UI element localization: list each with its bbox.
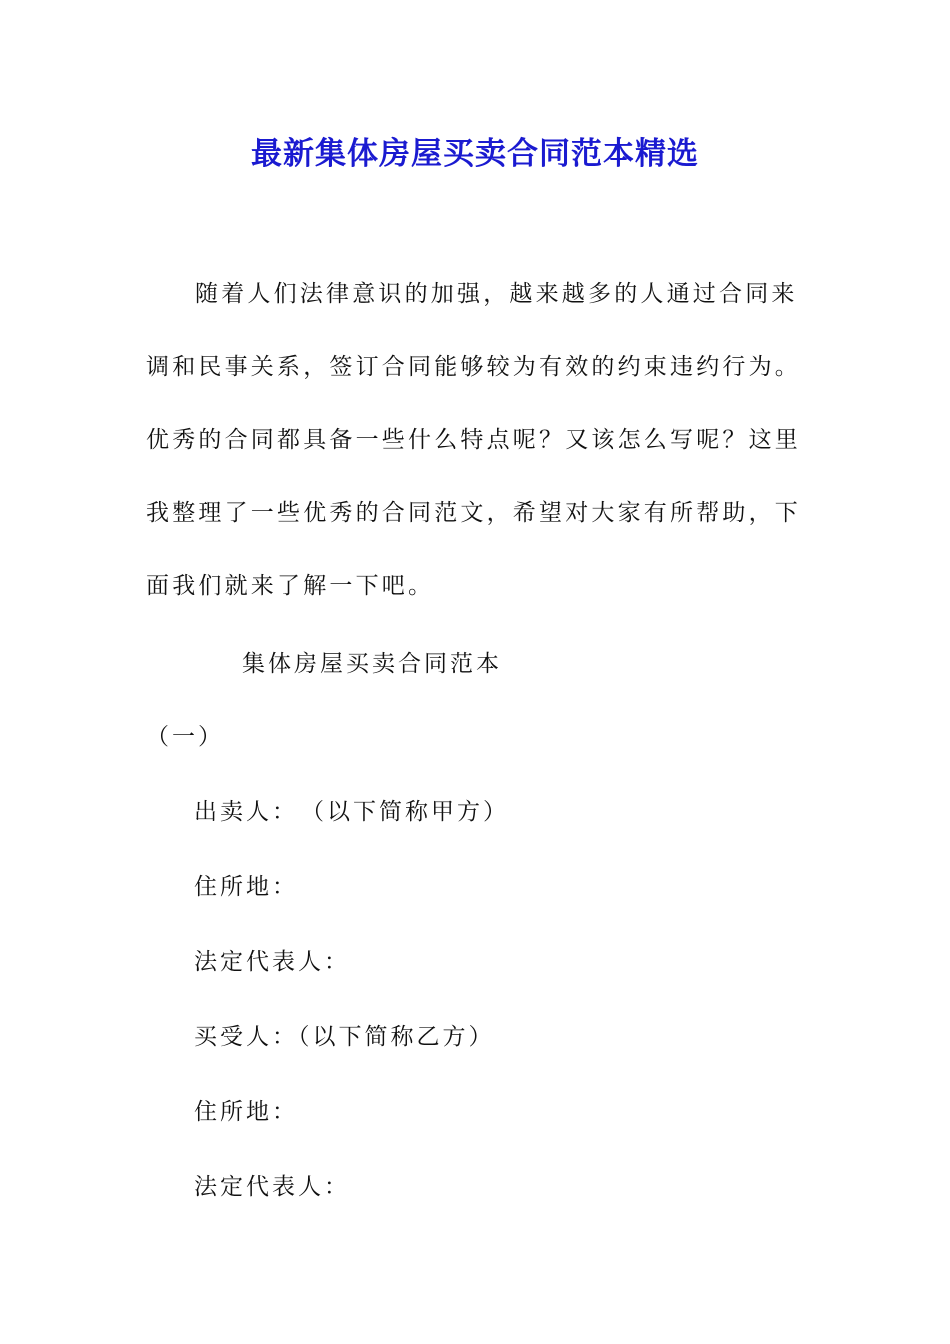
field-seller-legal-rep: 法定代表人： <box>194 949 350 975</box>
field-buyer-address: 住所地： <box>194 1099 298 1125</box>
field-seller-address: 住所地： <box>194 874 298 900</box>
field-buyer-legal-rep: 法定代表人： <box>194 1174 350 1200</box>
field-seller: 出卖人： （以下简称甲方） <box>194 799 509 825</box>
field-buyer: 买受人：（以下简称乙方） <box>194 1024 495 1050</box>
intro-paragraph: 随着人们法律意识的加强，越来越多的人通过合同来调和民事关系，签订合同能够较为有效的约束违约行为。优秀的合同都具备一些什么特点呢？又该怎么写呢？这里我整理了一些优秀的合同范文，希望对大家有所帮助，下面我们就来了解一下吧。 <box>146 281 801 599</box>
document-title: 最新集体房屋买卖合同范本精选 <box>251 136 699 172</box>
section-label: （一） <box>146 724 224 750</box>
contract-subtitle: 集体房屋买卖合同范本 <box>242 651 502 677</box>
